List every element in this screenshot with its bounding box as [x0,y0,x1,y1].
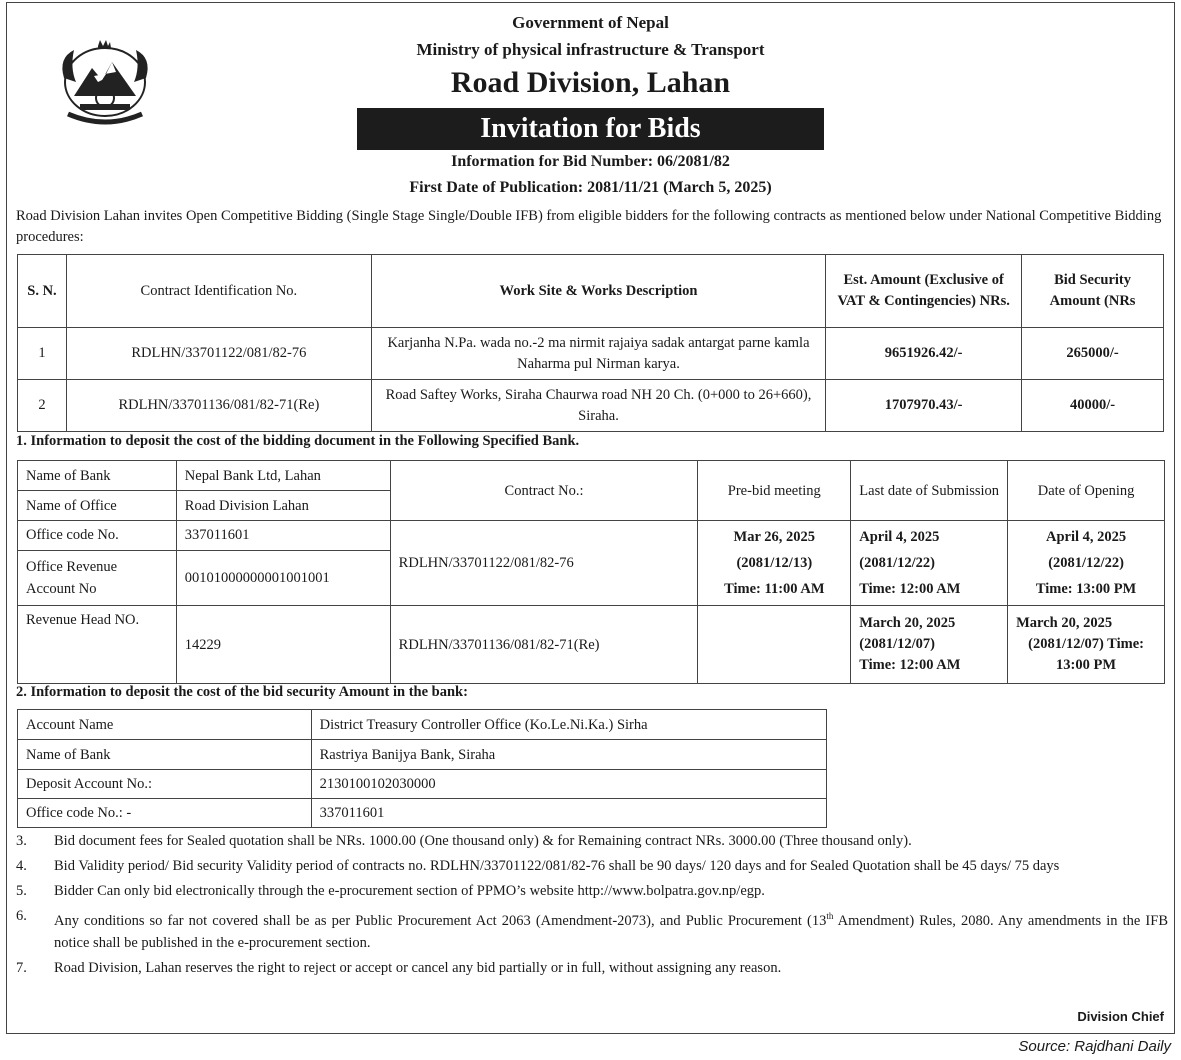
opening-nepali-date: (2081/12/07) Time: [1028,636,1144,652]
row-work: Road Saftey Works, Siraha Chaurwa road NH 20 Ch. (0+000 to 26+660), Siraha. [371,380,825,432]
government-heading: Government of Nepal [512,13,669,32]
contract-1-prebid [698,521,851,606]
contract-2-submission [851,606,1008,684]
note-text-part-b: Amendment) Rules, 2080. Any amendments in the IFB notice shall be published in the e-procurement section. [54,912,1168,951]
row-sn: 1 [18,328,67,380]
contract-2-no: RDLHN/33701136/081/82-71(Re) [390,606,698,684]
opening-time: Time: 13:00 PM [1035,581,1137,597]
section-2-title: 2. Information to deposit the cost of the bid security Amount in the bank: [16,684,468,700]
table-row [18,328,1164,380]
list-item [16,957,1168,979]
section-1-title: 1. Information to deposit the cost of the bidding document in the Following Specified Bank. [16,433,580,449]
table-row [18,710,827,740]
publication-line [0,179,1181,197]
revenue-account-value: 00101000000001001001 [176,550,390,605]
note-number: 3. [16,833,27,849]
submission-time: Time: 12:00 AM [859,581,961,597]
submission-nepali-date: (2081/12/07) [859,636,935,652]
prebid-time: Time: 11:00 AM [724,581,825,597]
row-security: 40000/- [1022,380,1164,432]
opening-date: April 4, 2025 [1045,529,1127,545]
source-credit: Source: Rajdhani Daily [1018,1038,1171,1055]
contract-2-opening [1008,606,1165,684]
submission-date: April 4, 2025 [859,529,940,545]
bid-number-line [0,153,1181,171]
security-row-label: Name of Bank [18,740,312,770]
bank-name-label: Name of Bank [18,461,177,491]
list-item [16,880,1168,902]
office-code-label: Office code No. [18,521,177,551]
table-row [18,380,1164,432]
list-item [16,855,1168,877]
row-security: 265000/- [1022,328,1164,380]
contract-1-no: RDLHN/33701122/081/82-76 [390,521,698,606]
table-row [18,770,827,799]
contract-1-opening [1008,521,1165,606]
invitation-banner: Invitation for Bids [357,108,824,150]
office-name-value: Road Division Lahan [176,491,390,521]
submission-nepali-date: (2081/12/22) [859,555,935,571]
submission-time: Time: 12:00 AM [859,657,961,673]
office-code-value: 337011601 [176,521,390,551]
row-contract-id: RDLHN/33701136/081/82-71(Re) [66,380,371,432]
submission-date: March 20, 2025 [859,615,956,631]
note-text: Road Division, Lahan reserves the right to reject or accept or cancel any bid partially or in full, without assigning any reason. [54,959,782,976]
contract-no-header: Contract No.: [390,461,698,521]
opening-date: March 20, 2025 [1016,615,1113,631]
note-text: Bidder Can only bid electronically through the e-procurement section of PPMO’s website http://www.bolpatra.gov.np/egp. [54,883,765,899]
security-row-value: 337011601 [311,799,826,828]
revenue-head-label: Revenue Head NO. [18,606,177,684]
header-work: Work Site & Works Description [371,255,825,328]
list-item [16,905,1168,954]
bid-number-label: Information for Bid Number [451,153,648,170]
row-amount: 1707970.43/- [826,380,1022,432]
note-number: 4. [16,858,27,874]
row-amount: 9651926.42/- [826,328,1022,380]
header-security: Bid Security Amount (NRs [1022,255,1164,328]
table-row [18,799,827,828]
ministry-heading: Ministry of physical infrastructure & Transport [416,40,765,59]
table-row [18,521,1165,551]
contracts-header-row [18,255,1164,328]
publication-value: : 2081/11/21 (March 5, 2025) [577,179,772,196]
header-sn: S. N. [18,255,67,328]
submission-header: Last date of Submission [851,461,1008,521]
note-text [54,905,1168,954]
bid-number-value: : 06/2081/82 [647,153,730,170]
division-heading: Road Division, Lahan [450,66,731,99]
header-contract-id: Contract Identification No. [66,255,371,328]
division-chief-signature: Division Chief [1077,1009,1164,1024]
note-number: 5. [16,883,27,899]
row-work: Karjanha N.Pa. wada no.-2 ma nirmit rajaiya sadak antargat parne kamla Naharma pul Nirman karya. [371,328,825,380]
security-row-value: 2130100102030000 [311,770,826,799]
note-superscript: th [826,911,834,921]
bank-name-value: Nepal Bank Ltd, Lahan [176,461,390,491]
intro-paragraph: Road Division Lahan invites Open Competitive Bidding (Single Stage Single/Double IFB) from eligible bidders for the following contracts as mentioned below under National Competitive Bidding procedures: [16,208,1162,245]
security-row-label: Account Name [18,710,312,740]
security-row-value: Rastriya Banijya Bank, Siraha [311,740,826,770]
opening-header: Date of Opening [1008,461,1165,521]
row-sn: 2 [18,380,67,432]
revenue-head-value: 14229 [176,606,390,684]
bid-security-table [17,709,827,828]
security-row-value: District Treasury Controller Office (Ko.Le.Ni.Ka.) Sirha [311,710,826,740]
note-number: 7. [16,959,27,976]
note-text: Bid Validity period/ Bid security Validity period of contracts no. RDLHN/33701122/081/82-76 shall be 90 days/ 120 days and for Sealed Quotation shall be 45 days/ 75 days [54,858,1060,874]
contracts-table [17,254,1164,432]
office-name-label: Name of Office [18,491,177,521]
opening-time: 13:00 PM [1056,657,1117,673]
row-contract-id: RDLHN/33701122/081/82-76 [66,328,371,380]
header-amount: Est. Amount (Exclusive of VAT & Contingencies) NRs. [826,255,1022,328]
note-text-part-a: Any conditions so far not covered shall be as per Public Procurement Act 2063 (Amendment-2073), and Public Procurement (13 [54,912,827,929]
note-number: 6. [16,908,27,924]
contract-1-submission [851,521,1008,606]
security-row-label: Deposit Account No.: [18,770,312,799]
contract-2-prebid [698,606,851,684]
prebid-date: Mar 26, 2025 [733,529,816,545]
list-item [16,830,1168,852]
notes-list [16,830,1168,982]
bidding-document-table [17,460,1165,684]
revenue-account-label: Office Revenue Account No [18,550,177,605]
note-text: Bid document fees for Sealed quotation shall be NRs. 1000.00 (One thousand only) & for Remaining contract NRs. 3000.00 (Three thousand only). [54,833,912,849]
publication-label: First Date of Publication [409,179,578,196]
security-row-label: Office code No.: - [18,799,312,828]
table-row [18,606,1165,684]
table-row [18,461,1165,491]
opening-nepali-date: (2081/12/22) [1048,555,1124,571]
prebid-header: Pre-bid meeting [698,461,851,521]
table-row [18,740,827,770]
prebid-nepali-date: (2081/12/13) [736,555,813,571]
